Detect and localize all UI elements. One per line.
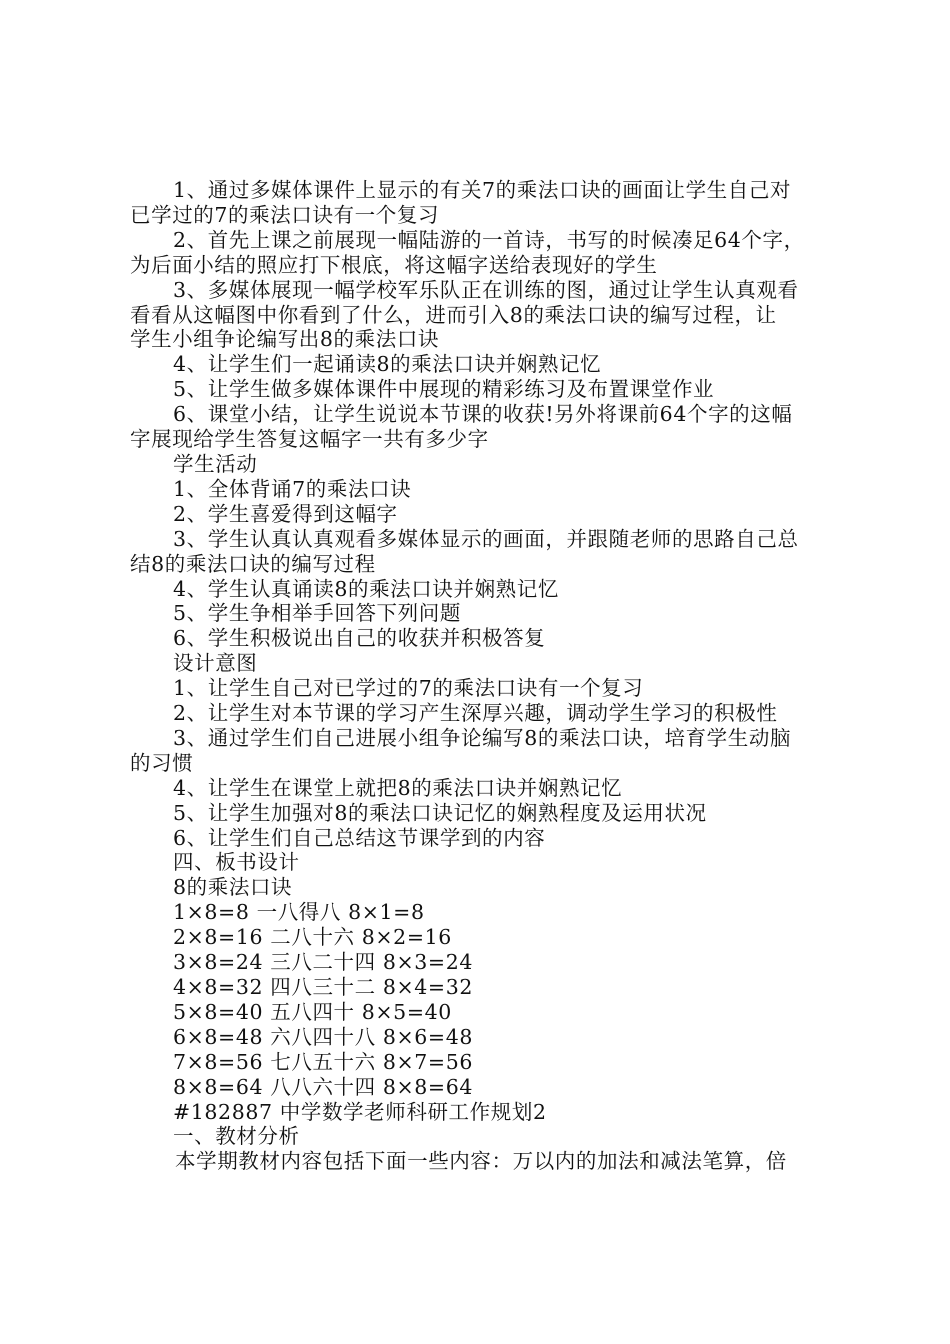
text-line: 1、通过多媒体课件上显示的有关7的乘法口诀的画面让学生自己对	[173, 178, 792, 202]
multiplication-row: 8×8=64 八八六十四 8×8=64	[173, 1074, 473, 1099]
text-line: 结8的乘法口诀的编写过程	[130, 551, 376, 576]
text-line: 3、学生认真认真观看多媒体显示的画面，并跟随老师的思路自己总	[173, 526, 799, 551]
text-line: 2、首先上课之前展现一幅陆游的一首诗，书写的时候凑足64个字，	[173, 227, 805, 252]
text-line: 5、学生争相举手回答下列问题	[173, 601, 461, 626]
text-line: 6、学生积极说出自己的收获并积极答复	[173, 626, 546, 651]
text-line: 的习惯	[130, 750, 194, 775]
text-line: 2、让学生对本节课的学习产生深厚兴趣，调动学生学习的积极性	[173, 701, 778, 726]
multiplication-row: 4×8=32 四八三十二 8×4=32	[173, 975, 473, 999]
multiplication-row: 1×8=8 一八得八 8×1=8	[173, 900, 425, 925]
multiplication-row: 5×8=40 五八四十 8×5=40	[173, 999, 452, 1024]
multiplication-row: 6×8=48 六八四十八 8×6=48	[173, 1024, 473, 1049]
text-line: 6、课堂小结，让学生说说本节课的收获!另外将课前64个字的这幅	[173, 402, 793, 427]
text-line: 本学期教材内容包括下面一些内容：万以内的加法和减法笔算，倍	[175, 1149, 787, 1174]
document-title: #182887 中学数学老师科研工作规划2	[173, 1099, 547, 1124]
multiplication-row: 7×8=56 七八五十六 8×7=56	[173, 1049, 473, 1074]
document-body	[130, 178, 835, 1174]
multiplication-row: 2×8=16 二八十六 8×2=16	[173, 925, 452, 950]
section-heading: 学生活动	[173, 451, 258, 476]
multiplication-row: 3×8=24 三八二十四 8×3=24	[173, 950, 473, 975]
table-title: 8的乘法口诀	[173, 875, 293, 900]
text-line: 看看从这幅图中你看到了什么，进而引入8的乘法口诀的编写过程，让	[130, 302, 777, 327]
text-line: 1、让学生自己对已学过的7的乘法口诀有一个复习	[173, 676, 644, 701]
text-line: 5、让学生加强对8的乘法口诀记忆的娴熟程度及运用状况	[173, 800, 707, 825]
text-line: 2、学生喜爱得到这幅字	[173, 501, 398, 526]
text-line: 为后面小结的照应打下根底，将这幅字送给表现好的学生	[130, 252, 658, 277]
text-line: 4、让学生在课堂上就把8的乘法口诀并娴熟记忆	[173, 775, 623, 800]
section-heading: 设计意图	[173, 651, 258, 676]
text-line: 已学过的7的乘法口诀有一个复习	[130, 202, 440, 227]
section-heading: 一、教材分析	[173, 1124, 300, 1149]
text-line: 4、学生认真诵读8的乘法口诀并娴熟记忆	[173, 576, 559, 601]
text-line: 3、多媒体展现一幅学校军乐队正在训练的图，通过让学生认真观看	[173, 277, 799, 302]
text-line: 1、全体背诵7的乘法口诀	[173, 476, 412, 501]
text-line: 学生小组争论编写出8的乘法口诀	[130, 327, 440, 352]
text-line: 4、让学生们一起诵读8的乘法口诀并娴熟记忆	[173, 352, 602, 377]
section-heading: 四、板书设计	[173, 850, 300, 875]
text-line: 字展现给学生答复这幅字一共有多少字	[130, 427, 489, 452]
text-line: 5、让学生做多媒体课件中展现的精彩练习及布置课堂作业	[173, 377, 715, 402]
text-line: 6、让学生们自己总结这节课学到的内容	[173, 825, 546, 850]
text-line: 3、通过学生们自己进展小组争论编写8的乘法口诀，培育学生动脑	[173, 725, 792, 750]
